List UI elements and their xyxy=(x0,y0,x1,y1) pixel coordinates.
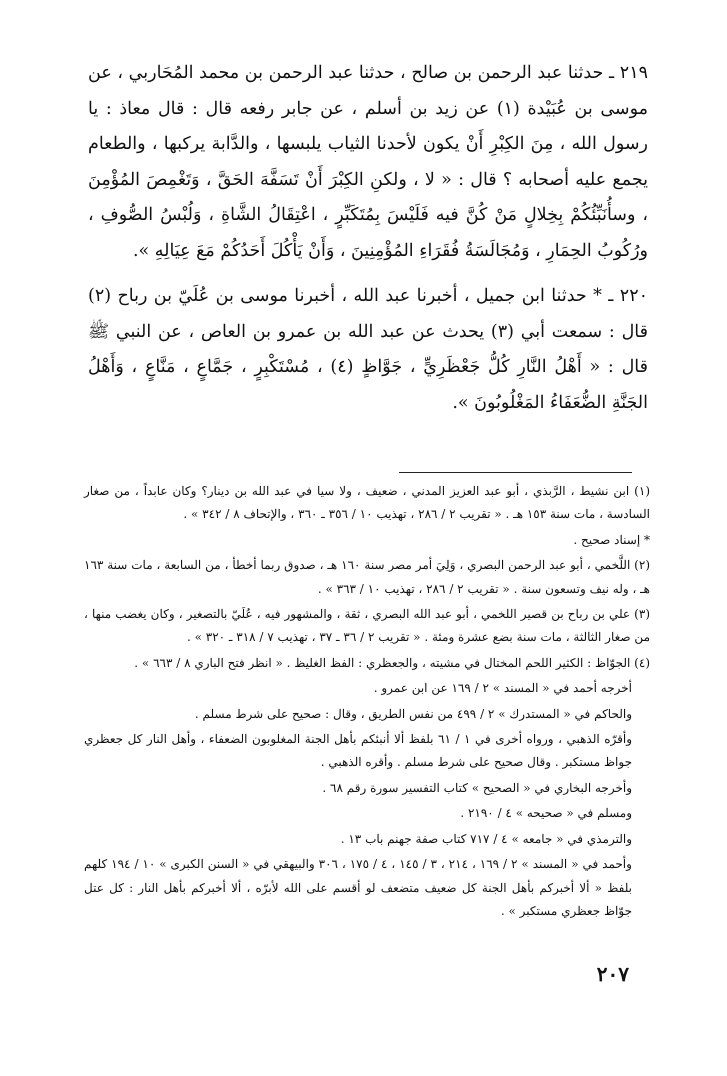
footnote-2: (٢) اللَّخمي ، أبو عبد الرحمن البصري ، وَلِيَ أمر مصر سنة ١٦٠ هـ ، صدوق ربما أخطأ ، من السابعة ، مات سنة ١٦٣ هـ ، وله نيف وتسعون سنة . « تقريب ٢ / ٢٨٦ ، تهذيب ١٠ / ٣٦٣ » . xyxy=(84,558,650,596)
takhrij-line: أخرجه أحمد في « المسند » ٢ / ١٦٩ عن ابن عمرو . xyxy=(373,681,632,696)
page-number: ٢٠٧ xyxy=(596,962,629,986)
hadith-220: ٢٢٠ ـ * حدثنا ابن جميل ، أخبرنا عبد الله ، أخبرنا موسى بن عُلَيّ بن رباح (٢) قال : سمعت أبي (٣) يحدث عن عبد الله بن عمرو بن العاص ، عن النبي ﷺ قال : « أَهْلُ النَّارِ كُلُّ جَعْظَرِيٍّ ، جَوَّاظٍ (٤) ، مُسْتَكْبِرٍ ، جَمَّاعٍ ، مَنَّاعٍ ، وَأَهْلُ الجَنَّةِ الضُّعَفَاءُ المَغْلُوبُونَ ». xyxy=(88,286,648,413)
takhrij-line: ومسلم في « صحيحه » ٤ / ٢١٩٠ . xyxy=(460,806,632,821)
footnote-divider xyxy=(399,472,632,473)
main-text xyxy=(88,56,648,431)
footnote-3: (٣) علي بن رباح بن قصير اللخمي ، أبو عبد الله البصري ، ثقة ، والمشهور فيه ، عُلَيّ بالتصغير ، وكان يغضب منها ، من صغار الثالثة ، مات سنة بضع عشرة ومئة . « تقريب ٢ / ٣٦ ـ ٣٧ ، تهذيب ٧ / ٣١٨ ـ ٣٢٠ » . xyxy=(84,607,650,645)
footnote-4: (٤) الجوّاظ : الكثير اللحم المختال في مشيته ، والجعظري : الفظ الغليظ . « انظر فتح الباري ٨ / ٦٦٣ » . xyxy=(134,655,650,670)
takhrij-line: وأقرّه الذهبي ، ورواه أخرى في ١ / ٦١ بلفظ ألا أنبئكم بأهل الجنة المغلوبون الضعفاء ، وأهل النار كل جعظري جواظ مستكبر . وقال صحيح على شرط مسلم . وأقره الذهبي . xyxy=(84,732,632,770)
hadith-219: ٢١٩ ـ حدثنا عبد الرحمن بن صالح ، حدثنا عبد الرحمن بن محمد المُحَاربي ، عن موسى بن عُبَيْدة (١) عن زيد بن أسلم ، عن جابر رفعه قال : قال معاذ : يا رسول الله ، مِنَ الكِبْرِ أَنْ يكون لأحدنا الثياب يلبسها ، والدَّابة يركبها ، والطعام يجمع عليه أصحابه ؟ قال : « لا ، ولكنِ الكِبْرَ أَنْ تَسَفَّهَ الحَقَّ ، وَتَغْمِصَ المُؤْمِنَ ، وسأُنَبِّئُكُمْ بِخِلالٍ مَنْ كُنَّ فيه فَلَيْسَ بِمُتَكَبِّرٍ ، اعْتِقَالُ الشَّاةِ ، وَلُبْسُ الصُّوفِ ، ورُكُوبُ الحِمَارِ ، وَمُجَالَسَةُ فُقَرَاءِ المُؤْمِنِينَ ، وَأَنْ يَأْكُلَ أَحَدُكُمْ مَعَ عِيَالِهِ ». xyxy=(88,63,648,261)
takhrij-line: والترمذي في « جامعه » ٤ / ٧١٧ كتاب صفة جهنم باب ١٣ . xyxy=(340,831,632,846)
footnote-isnad: * إسناد صحيح . xyxy=(573,532,650,547)
takhrij-line: وأحمد في « المسند » ٢ / ١٦٩ ، ٢١٤ ، ٣ / ١٤٥ ، ٤ / ١٧٥ ، ٣٠٦ والبيهقي في « السنن الكبرى » ١٠ / ١٩٤ كلهم بلفظ « ألا أخبركم بأهل الجنة كل ضعيف متضعف لو أقسم على الله لأبرّه ، ألا أخبركم بأهل النار : كل عتل جوّاظ جعظري مستكبر » . xyxy=(84,857,632,918)
takhrij-line: وأخرجه البخاري في « الصحيح » كتاب التفسير سورة رقم ٦٨ . xyxy=(322,780,632,795)
footnote-1: (١) ابن نشيط ، الرَّبذي ، أبو عبد العزيز المدني ، ضعيف ، ولا سيا في عبد الله بن دينار؟ وكان عابداً ، من صغار السادسة ، مات سنة ١٥٣ هـ . « تقريب ٢ / ٢٨٦ ، تهذيب ١٠ / ٣٥٦ ـ ٣٦٠ ، والإتحاف ٨ / ٣٤٢ » . xyxy=(84,484,650,522)
takhrij-line: والحاكم في « المستدرك » ٢ / ٤٩٩ من نفس الطريق ، وقال : صحيح على شرط مسلم . xyxy=(194,706,632,721)
footnotes xyxy=(84,480,650,925)
